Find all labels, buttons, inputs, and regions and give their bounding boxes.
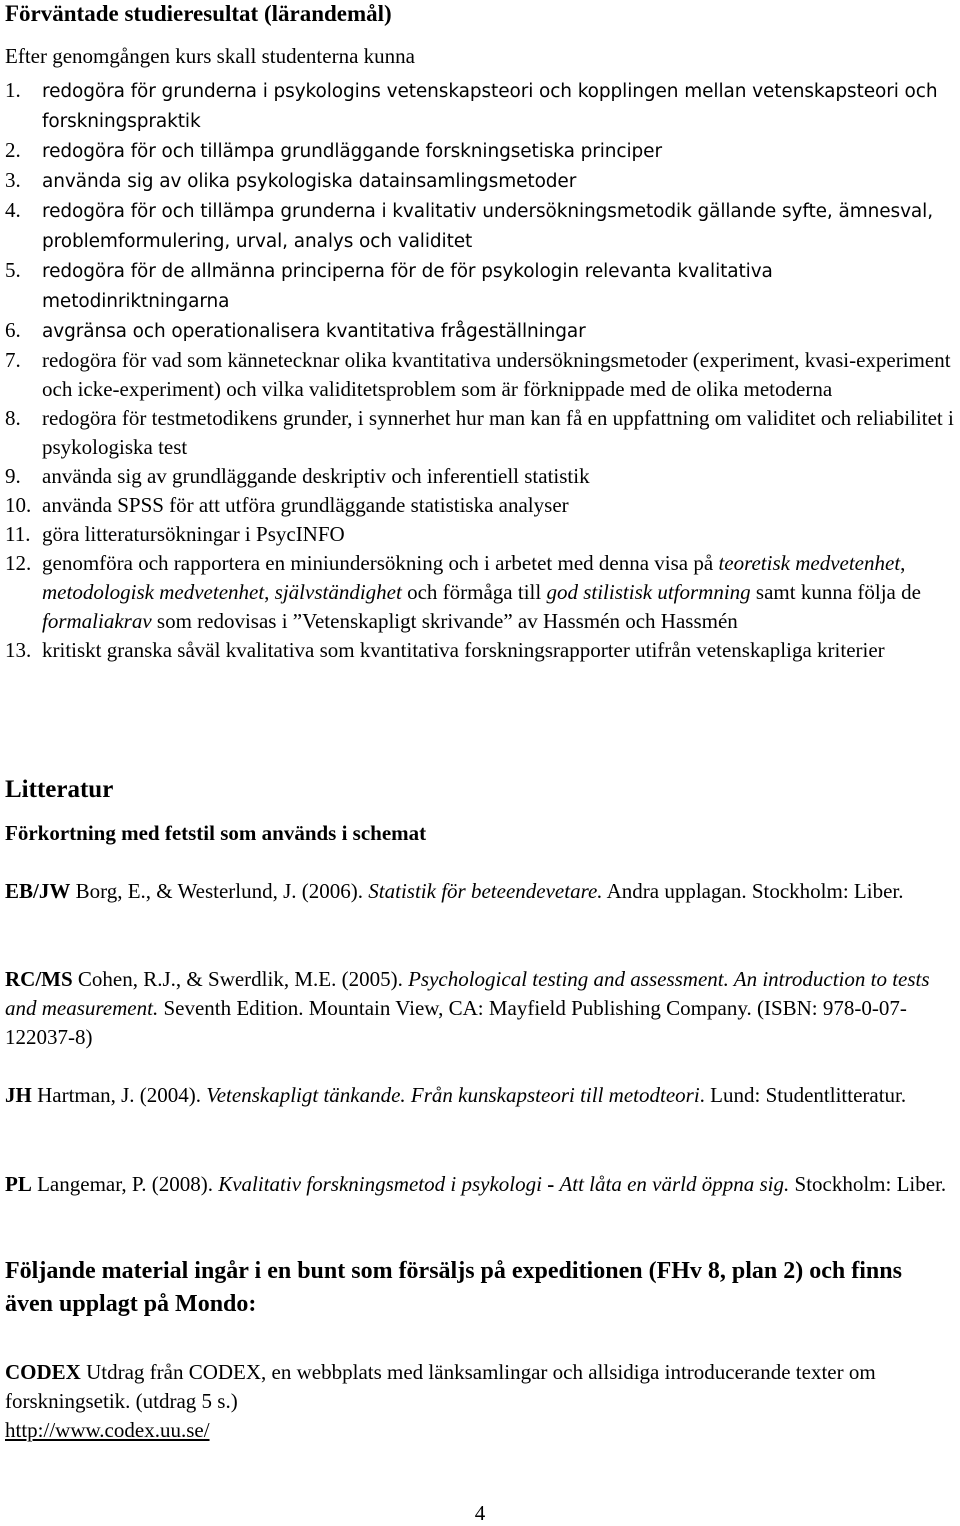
outcome-number: 5. <box>5 258 21 282</box>
outcome-item <box>5 166 960 196</box>
outcome-item <box>5 636 960 665</box>
reference-code: RC/MS <box>5 967 73 991</box>
outcome-number: 7. <box>5 348 21 372</box>
reference-code: JH <box>5 1083 32 1107</box>
outcome-item <box>5 491 960 520</box>
reference-entry: PL Langemar, P. (2008). Kvalitativ forskningsmetod i psykologi - Att låta en värld öppna sig. Stockholm: Liber. <box>5 1172 947 1196</box>
outcome-number: 3. <box>5 168 21 192</box>
abbreviation-heading: Förkortning med fetstil som används i schemat <box>5 821 427 845</box>
outcome-number: 13. <box>5 638 32 662</box>
reference-title: Vetenskapligt tänkande. Från kunskapsteori till metodteori <box>206 1083 700 1107</box>
reference-code: PL <box>5 1172 32 1196</box>
literature-heading: Litteratur <box>5 776 114 803</box>
outcome-text: redogöra för testmetodikens grunder, i synnerhet hur man kan få en uppfattning om validitet och reliabilitet i psykologiska test <box>42 406 954 459</box>
outcomes-list <box>5 76 960 665</box>
material-code: CODEX <box>5 1360 81 1384</box>
material-entry: CODEX Utdrag från CODEX, en webbplats med länksamlingar och allsidiga introducerande texter om forskningsetik. (utdrag 5 s.) http://www.codex.uu.se/ <box>5 1360 876 1442</box>
outcome-number: 12. <box>5 551 32 575</box>
outcome-number: 4. <box>5 198 21 222</box>
outcome-text: kritiskt granska såväl kvalitativa som kvantitativa forskningsrapporter utifrån vetenskapliga kriterier <box>42 638 885 662</box>
outcome-text: göra litteratursökningar i PsycINFO <box>42 522 345 546</box>
outcome-text: redogöra för grunderna i psykologins vetenskapsteori och kopplingen mellan vetenskapsteori och forskningspraktik <box>42 81 938 132</box>
reference-entry: EB/JW Borg, E., & Westerlund, J. (2006). Statistik för beteendevetare. Andra upplagan. Stockholm: Liber. <box>5 879 904 903</box>
outcome-text: avgränsa och operationalisera kvantitativa frågeställningar <box>42 321 586 342</box>
outcome-text: använda SPSS för att utföra grundläggande statistiska analyser <box>42 493 569 517</box>
reference-title: Psychological testing and assessment. An introduction to tests and measurement. <box>5 967 930 1020</box>
section-heading-outcomes: Förväntade studieresultat (lärandemål) <box>5 1 392 26</box>
outcome-item <box>5 76 960 136</box>
outcome-item <box>5 549 960 636</box>
reference-title: Kvalitativ forskningsmetod i psykologi <box>218 1172 542 1196</box>
page-number: 4 <box>474 1501 486 1525</box>
outcome-text: använda sig av grundläggande deskriptiv och inferentiell statistik <box>42 464 590 488</box>
outcome-text: redogöra för de allmänna principerna för de för psykologin relevanta kvalitativa metodinriktningarna <box>42 261 773 312</box>
outcome-item <box>5 316 960 346</box>
reference-entry: RC/MS Cohen, R.J., & Swerdlik, M.E. (2005). Psychological testing and assessment. An introduction to tests and measurement. Seventh Edition. Mountain View, CA: Mayfield Publishing Company. (ISBN: 978-0-07-122037-8) <box>5 967 930 1049</box>
reference-title: Statistik för beteendevetare. <box>368 879 603 903</box>
outcome-number: 2. <box>5 138 21 162</box>
outcome-text: använda sig av olika psykologiska datainsamlingsmetoder <box>42 171 577 192</box>
outcome-item <box>5 404 960 462</box>
material-heading: Följande material ingår i en bunt som försäljs på expeditionen (FHv 8, plan 2) och finns även upplagt på Mondo: <box>5 1258 902 1317</box>
outcome-item <box>5 256 960 316</box>
outcome-text: redogöra för vad som kännetecknar olika kvantitativa undersökningsmetoder (experiment, kvasi-experiment och icke-experiment) och vilka validitetsproblem som är förknippade med de olika metoderna <box>42 348 951 401</box>
intro-text: Efter genomgången kurs skall studenterna kunna <box>5 44 415 68</box>
codex-link[interactable]: http://www.codex.uu.se/ <box>5 1418 210 1442</box>
outcome-item <box>5 346 960 404</box>
reference-code: EB/JW <box>5 879 71 903</box>
outcome-text: redogöra för och tillämpa grunderna i kvalitativ undersökningsmetodik gällande syfte, ämnesval, problemformulering, urval, analys och validitet <box>42 201 933 252</box>
outcome-number: 10. <box>5 493 32 517</box>
outcome-number: 8. <box>5 406 21 430</box>
outcome-item <box>5 196 960 256</box>
outcome-text: redogöra för och tillämpa grundläggande forskningsetiska principer <box>42 141 662 162</box>
outcome-item <box>5 520 960 549</box>
outcome-number: 1. <box>5 78 21 102</box>
outcome-item <box>5 462 960 491</box>
outcome-number: 6. <box>5 318 21 342</box>
outcome-number: 11. <box>5 522 31 546</box>
outcome-number: 9. <box>5 464 21 488</box>
outcome-text: genomföra och rapportera en miniundersökning och i arbetet med denna visa på teoretisk medvetenhet, metodologisk medvetenhet, självständighet och förmåga till god stilistisk utformning samt kunna följa de formaliakrav som redovisas i ”Vetenskapligt skrivande” av Hassmén och Hassmén <box>42 551 921 633</box>
reference-entry: JH Hartman, J. (2004). Vetenskapligt tänkande. Från kunskapsteori till metodteori. Lund: Studentlitteratur. <box>5 1083 907 1107</box>
outcome-item <box>5 136 960 166</box>
